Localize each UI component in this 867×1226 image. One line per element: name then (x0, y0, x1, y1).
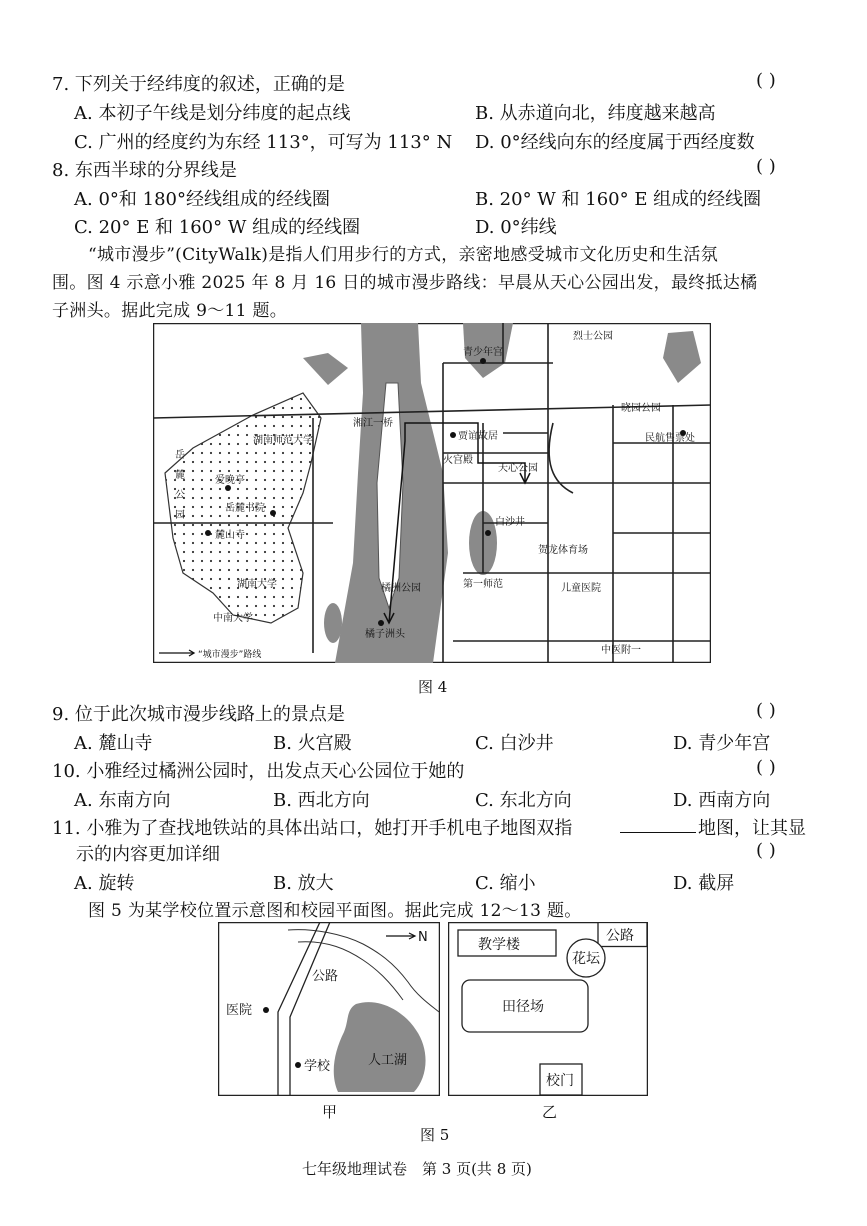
q8-stem: 8. 东西半球的分界线是 (52, 160, 237, 181)
school-location-map (218, 922, 440, 1096)
q10-answer-paren: ( ) (756, 757, 776, 778)
q11-stem-part2: 地图，让其显 (698, 818, 806, 839)
label-tcm-hospital: 中医附一 (601, 645, 641, 656)
label-huogong-palace: 火宫殿 (443, 455, 473, 466)
q11-option-c: C. 缩小 (475, 873, 536, 894)
label-baishajing: 白沙井 (495, 517, 525, 528)
label-martyrs-park: 烈士公园 (573, 331, 613, 342)
label-hunan-normal-univ: 湖南师范大学 (253, 435, 313, 446)
fig5-jia-label: 甲 (322, 1103, 338, 1121)
label-lushan-temple: 麓山寺 (215, 530, 245, 541)
flower-bed-label: 花坛 (572, 951, 600, 967)
teaching-building-label: 教学楼 (478, 937, 520, 953)
label-jiayi-residence: 贾谊故居 (458, 431, 498, 442)
q11-stem-part1: 11. 小雅为了查找地铁站的具体出站口，她打开手机电子地图双指 (52, 818, 573, 839)
q10-option-d: D. 西南方向 (673, 790, 771, 811)
q7-option-c: C. 广州的经度约为东经 113°，可写为 113° N (74, 132, 453, 153)
label-xiaoyuan-park: 晓园公园 (621, 403, 661, 414)
citywalk-map (153, 323, 711, 663)
q9-option-d: D. 青少年宫 (673, 733, 771, 754)
q7-option-a: A. 本初子午线是划分纬度的起点线 (74, 103, 351, 124)
campus-plan-map (448, 922, 648, 1096)
q7-stem: 7. 下列关于经纬度的叙述，正确的是 (52, 74, 345, 95)
figure4-caption: 图 4 (418, 678, 448, 696)
label-yuelu-park-3: 公 (175, 490, 185, 501)
label-central-south-univ: 中南大学 (213, 613, 253, 624)
label-aiwan-pavilion: 爱晚亭 (215, 475, 245, 486)
q11-stem-line2: 示的内容更加详细 (76, 844, 220, 865)
label-juzi-head: 橘子洲头 (365, 629, 405, 640)
q10-option-c: C. 东北方向 (475, 790, 572, 811)
school-gate-label: 校门 (546, 1073, 574, 1089)
q9-answer-paren: ( ) (756, 700, 776, 721)
intro1-line1: “城市漫步”(CityWalk)是指人们用步行的方式，亲密地感受城市文化历史和生活氛 (88, 245, 718, 265)
q10-option-a: A. 东南方向 (74, 790, 171, 811)
q7-option-b: B. 从赤道向北，纬度越来越高 (475, 103, 716, 124)
label-minhang-ticket: 民航售票处 (645, 433, 695, 444)
intro1-line3: 子洲头。据此完成 9～11 题。 (52, 301, 288, 321)
page-footer: 七年级地理试卷 第 3 页(共 8 页) (302, 1160, 532, 1178)
q11-option-b: B. 放大 (273, 873, 334, 894)
q11-blank-line (620, 832, 696, 833)
label-yuelu-park-2: 麓 (175, 470, 185, 481)
q9-stem: 9. 位于此次城市漫步线路上的景点是 (52, 704, 345, 725)
map-legend-route: “城市漫步”路线 (198, 650, 262, 660)
q7-option-d: D. 0°经线向东的经度属于西经度数 (475, 132, 755, 153)
q11-option-d: D. 截屏 (673, 873, 735, 894)
q8-option-b: B. 20° W 和 160° E 组成的经线圈 (475, 189, 762, 210)
label-juzhou-park: 橘洲公园 (381, 583, 421, 594)
label-childrens-hospital: 儿童医院 (561, 583, 601, 594)
q11-answer-paren: ( ) (756, 840, 776, 861)
fig5-yi-label: 乙 (542, 1103, 558, 1121)
hospital-label: 医院 (226, 1003, 253, 1018)
q10-stem: 10. 小雅经过橘洲公园时，出发点天心公园位于她的 (52, 761, 465, 782)
q8-option-c: C. 20° E 和 160° W 组成的经线圈 (74, 217, 361, 238)
label-yuelu-park-1: 岳 (175, 450, 185, 461)
label-xiangjiang-bridge: 湘江一桥 (353, 418, 393, 429)
q8-answer-paren: ( ) (756, 156, 776, 177)
intro1-line2: 围。图 4 示意小雅 2025 年 8 月 16 日的城市漫步路线：早晨从天心公园出发，最终抵达橘 (52, 273, 758, 293)
north-arrow-label: N (418, 930, 428, 945)
q11-option-a: A. 旋转 (74, 873, 135, 894)
figure5-caption: 图 5 (420, 1126, 450, 1144)
q9-option-a: A. 麓山寺 (74, 733, 153, 754)
label-youth-palace: 青少年宫 (463, 347, 503, 358)
q8-option-d: D. 0°纬线 (475, 217, 557, 238)
q10-option-b: B. 西北方向 (273, 790, 370, 811)
intro2: 图 5 为某学校位置示意图和校园平面图。据此完成 12～13 题。 (88, 901, 582, 921)
jia-road-label: 公路 (312, 969, 339, 984)
label-first-normal: 第一师范 (463, 579, 503, 590)
sports-field-label: 田径场 (502, 999, 544, 1015)
label-hunan-univ: 湖南大学 (237, 579, 277, 590)
label-tianxin-park: 天心公园 (498, 463, 538, 474)
yi-road-label: 公路 (606, 928, 634, 944)
q8-option-a: A. 0°和 180°经线组成的经线圈 (74, 189, 330, 210)
q9-option-c: C. 白沙井 (475, 733, 554, 754)
label-yuelu-park-4: 园 (175, 510, 185, 521)
artificial-lake-label: 人工湖 (368, 1053, 408, 1068)
q9-option-b: B. 火宫殿 (273, 733, 352, 754)
school-label: 学校 (304, 1059, 331, 1074)
q7-answer-paren: ( ) (756, 70, 776, 91)
label-helong-stadium: 贺龙体育场 (538, 545, 588, 556)
label-yuelu-academy: 岳麓书院 (225, 503, 265, 514)
